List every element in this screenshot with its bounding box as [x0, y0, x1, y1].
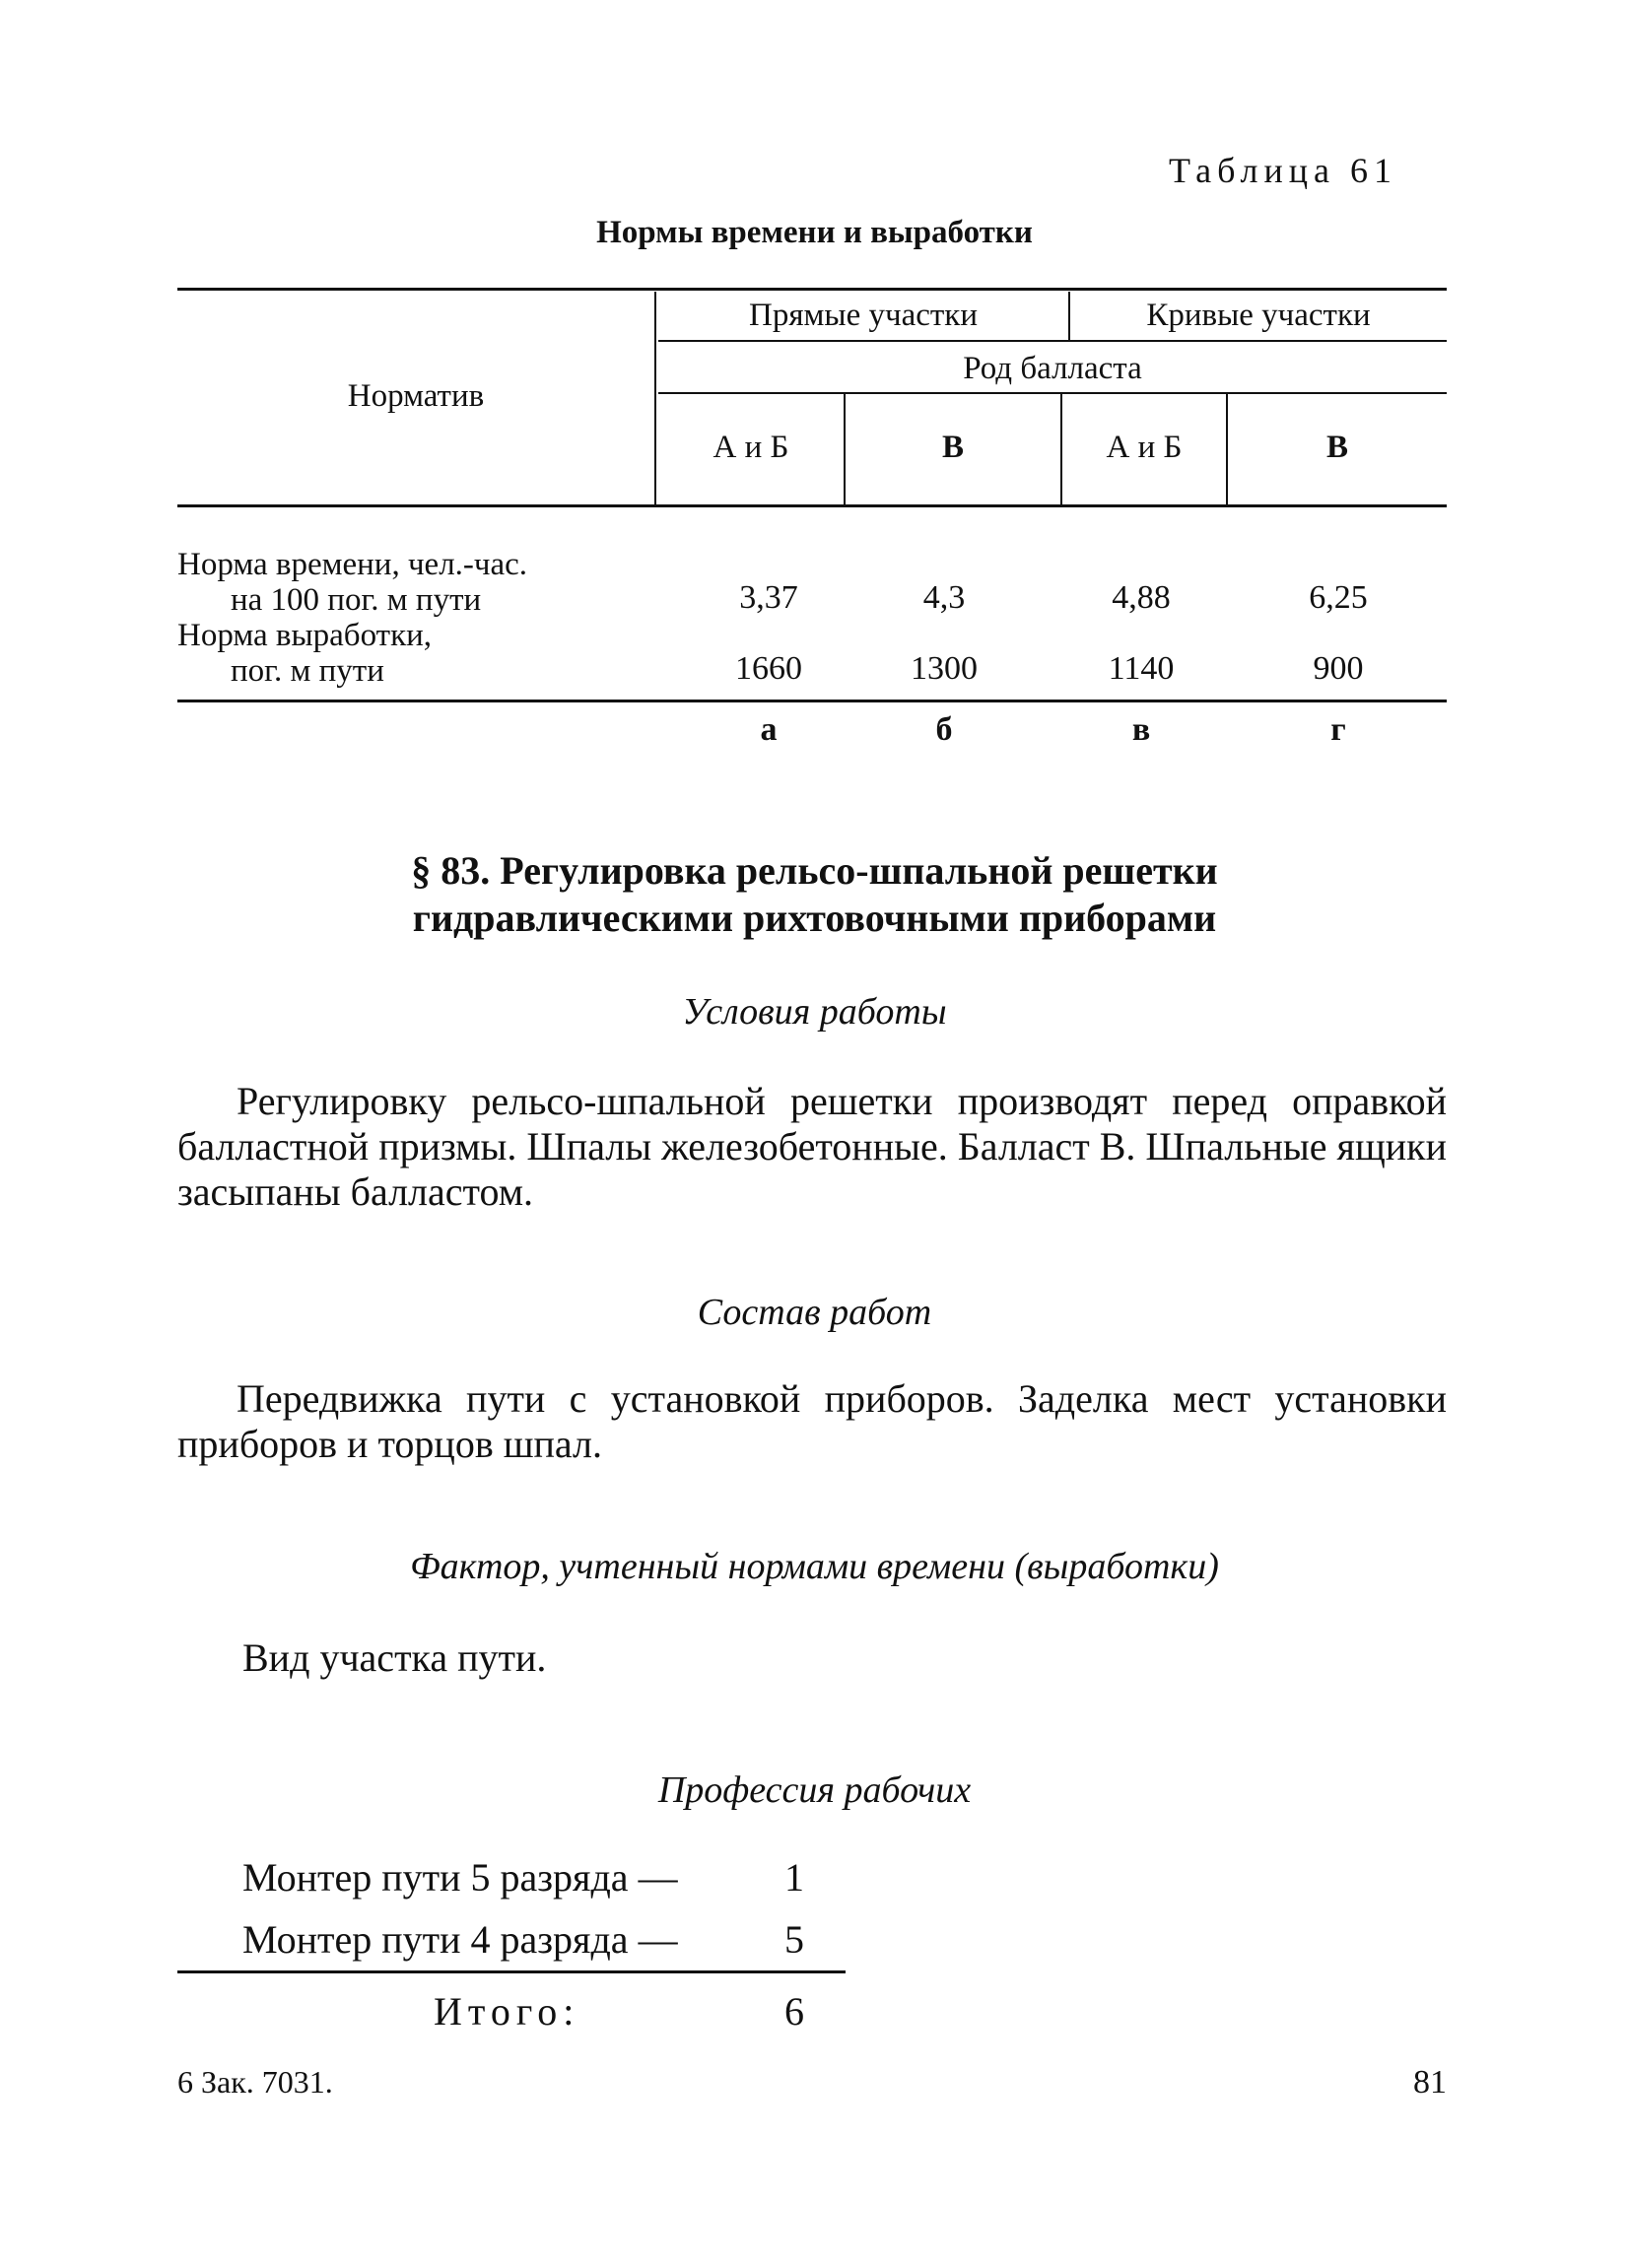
- section-title-line2: гидравлическими рихтовочными приборами: [412, 896, 1217, 940]
- worker-row-1-label: Монтер пути 5 разряда —: [242, 1855, 678, 1900]
- factor-text: Вид участка пути.: [242, 1635, 547, 1680]
- header-curved: Кривые участки: [1146, 298, 1371, 333]
- header-col-2: В: [941, 430, 964, 465]
- worker-row-2-label: Монтер пути 4 разряда —: [242, 1917, 678, 1962]
- total-label: Итого:: [434, 1989, 580, 2034]
- column-letter-2: б: [935, 711, 953, 748]
- conditions-text: [177, 1079, 1447, 1215]
- stub-divider: [654, 292, 656, 504]
- header-straight: Прямые участки: [749, 298, 978, 333]
- row-1-label-line2: на 100 пог. м пути: [231, 582, 482, 618]
- worker-row-1-count: 1: [784, 1855, 804, 1900]
- row-1-value-3: 4,88: [1112, 579, 1171, 616]
- column-letter-3: в: [1131, 711, 1151, 748]
- row-1-value-4: 6,25: [1309, 579, 1368, 616]
- row-2-label-line1: Норма выработки,: [177, 618, 433, 653]
- row-2-value-2: 1300: [911, 650, 978, 687]
- composition-text-content: Передвижка пути с установкой приборов. Заделка мест установки приборов и торцов шпал.: [177, 1376, 1447, 1466]
- page-number: 81: [1413, 2064, 1447, 2101]
- row-2-value-3: 1140: [1108, 650, 1175, 687]
- row-2-value-1: 1660: [735, 650, 802, 687]
- total-rule: [177, 1970, 846, 1973]
- header-normativ: Норматив: [347, 378, 485, 414]
- conditions-heading: Условия работы: [682, 991, 947, 1033]
- header-col-1: А и Б: [713, 430, 789, 465]
- header-rule-1: [658, 340, 1447, 342]
- table-top-rule: [177, 288, 1447, 291]
- profession-heading: Профессия рабочих: [657, 1769, 972, 1811]
- row-1-value-2: 4,3: [922, 579, 966, 616]
- row-2-label-line2: пог. м пути: [231, 653, 384, 689]
- worker-row-2-count: 5: [784, 1917, 804, 1962]
- composition-heading: Состав работ: [697, 1292, 932, 1333]
- table-label: Таблица 61: [1169, 151, 1397, 190]
- header-col-3: А и Б: [1106, 430, 1183, 465]
- composition-text: [177, 1376, 1447, 1467]
- factor-heading: Фактор, учтенный нормами времени (выработки): [410, 1546, 1219, 1587]
- total-value: 6: [784, 1989, 804, 2034]
- header-bottom-rule: [177, 504, 1447, 507]
- row-1-value-1: 3,37: [739, 579, 798, 616]
- section-title-line1: § 83. Регулировка рельсо-шпальной решетки: [411, 848, 1218, 893]
- column-letter-1: а: [760, 711, 778, 748]
- table-bottom-rule: [177, 700, 1447, 702]
- header-rule-2: [658, 392, 1447, 394]
- column-letter-4: г: [1330, 711, 1346, 748]
- row-2-value-4: 900: [1313, 650, 1364, 687]
- header-col-4: В: [1325, 430, 1348, 465]
- table-title: Нормы времени и выработки: [596, 215, 1033, 250]
- conditions-text-content: Регулировку рельсо-шпальной решетки производят перед оправкой балластной призмы. Шпалы железобетонные. Балласт В. Шпальные ящики засыпаны балластом.: [177, 1079, 1447, 1214]
- row-1-label-line1: Норма времени, чел.-час.: [177, 547, 528, 582]
- footer-order-number: 6 Зак. 7031.: [177, 2064, 333, 2100]
- header-ballast-type: Род балласта: [963, 351, 1142, 386]
